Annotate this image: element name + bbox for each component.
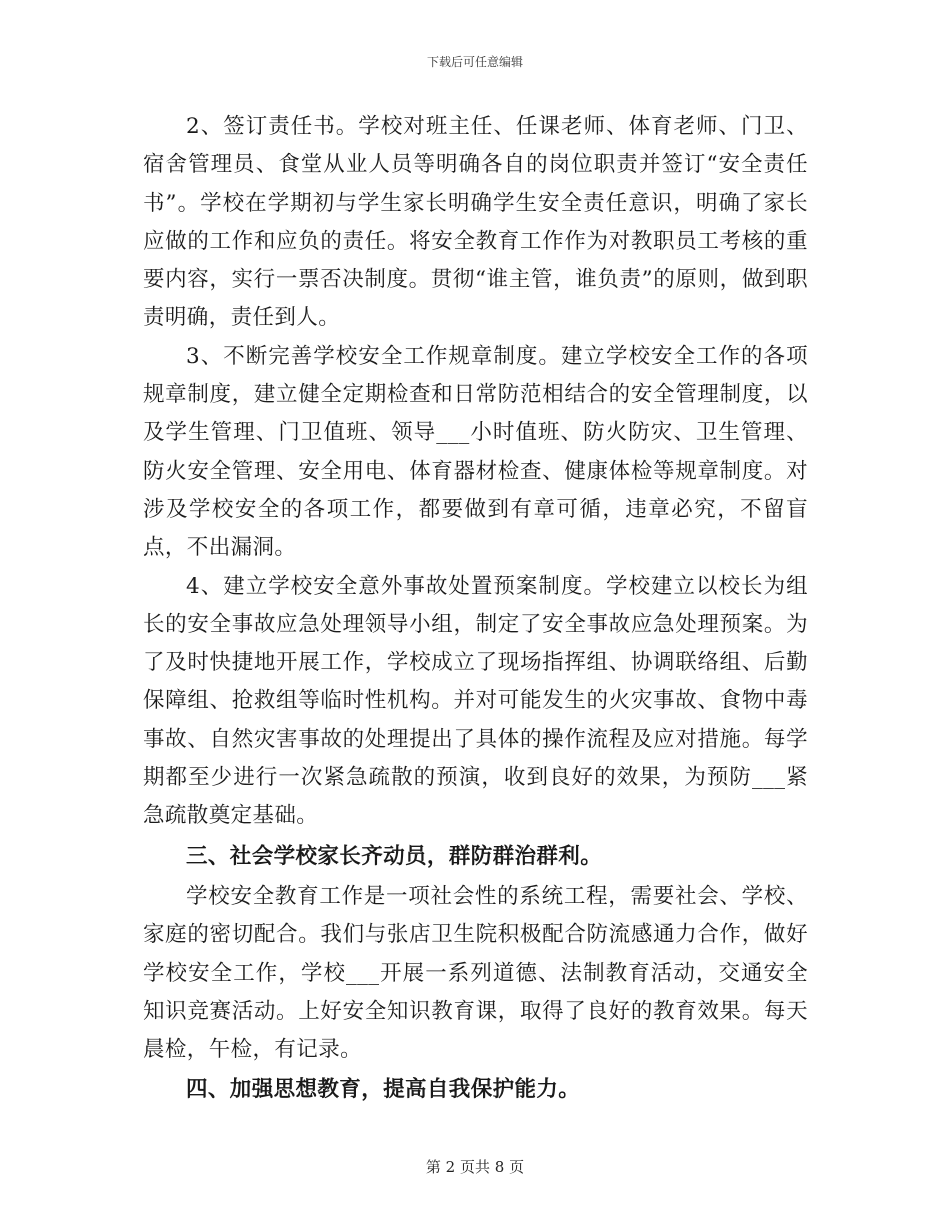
paragraph-community-cooperation: 学校安全教育工作是一项社会性的系统工程，需要社会、学校、家庭的密切配合。我们与张店卫生院积极配合防流感通力合作，做好学校安全工作，学校___开展一系列道德、法制教育活动，交通安全知识竞赛活动。上好安全知识教育课，取得了良好的教育效果。每天晨检，午检，有记录。 <box>143 883 808 1063</box>
page-number-footer: 第 2 页共 8 页 <box>425 1158 525 1176</box>
paragraph-accident-plan: 4、建立学校安全意外事故处置预案制度。学校建立以校长为组长的安全事故应急处理领导小组，制定了安全事故应急处理预案。为了及时快捷地开展工作，学校成立了现场指挥组、协调联络组、后勤保障组、抢救组等临时性机构。并对可能发生的火灾事故、食物中毒事故、自然灾害事故的处理提出了具体的操作流程及应对措施。每学期都至少进行一次紧急疏散的预演，收到良好的效果，为预防___紧急疏散奠定基础。 <box>143 573 808 829</box>
document-body <box>143 108 808 1112</box>
section-heading-3: 三、社会学校家长齐动员，群防群治群利。 <box>186 843 603 869</box>
paragraph-safety-regulations: 3、不断完善学校安全工作规章制度。建立学校安全工作的各项规章制度，建立健全定期检查和日常防范相结合的安全管理制度，以及学生管理、门卫值班、领导___小时值班、防火防灾、卫生管理、防火安全管理、安全用电、体育器材检查、健康体检等规章制度。对涉及学校安全的各项工作，都要做到有章可循，违章必究，不留盲点，不出漏洞。 <box>143 343 808 561</box>
section-heading-4: 四、加强思想教育，提高自我保护能力。 <box>186 1077 581 1103</box>
page-header-note: 下载后可任意编辑 <box>426 55 523 69</box>
paragraph-responsibility-letter: 2、签订责任书。学校对班主任、任课老师、体育老师、门卫、宿舍管理员、食堂从业人员等明确各自的岗位职责并签订“安全责任书”。学校在学期初与学生家长明确学生安全责任意识，明确了家长应做的工作和应负的责任。将安全教育工作作为对教职员工考核的重要内容，实行一票否决制度。贯彻“谁主管，谁负责”的原则，做到职责明确，责任到人。 <box>143 114 808 331</box>
